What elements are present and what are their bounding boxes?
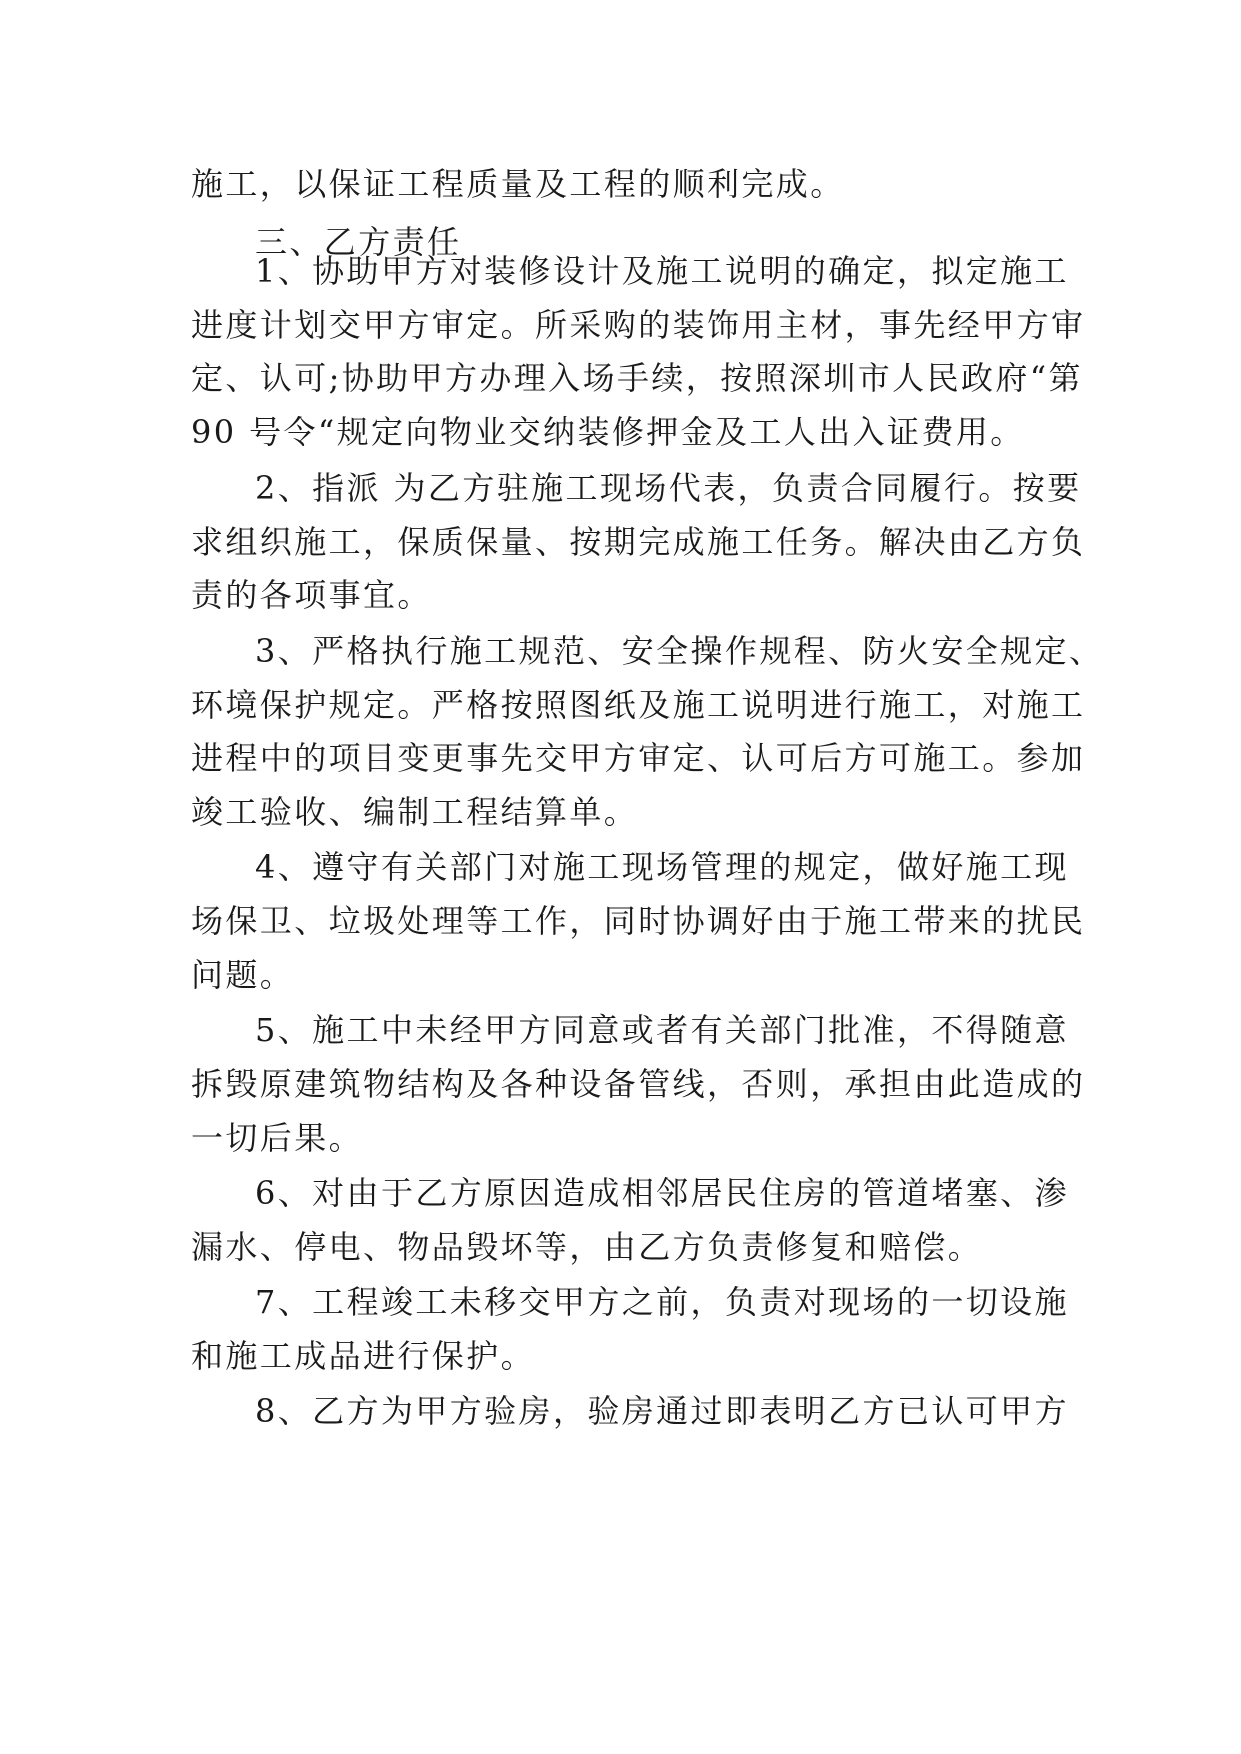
text-line: 90 号令“规定向物业交纳装修押金及工人出入证费用。 [191, 413, 1025, 451]
text-line: 竣工验收、编制工程结算单。 [191, 793, 639, 831]
text-line: 和施工成品进行保护。 [191, 1337, 536, 1375]
text-line: 2、指派 为乙方驻施工现场代表，负责合同履行。按要 [255, 469, 1082, 507]
text-line: 一切后果。 [191, 1119, 364, 1157]
text-line: 问题。 [191, 956, 295, 994]
text-line: 拆毁原建筑物结构及各种设备管线，否则，承担由此造成的 [191, 1065, 1086, 1103]
text-line: 环境保护规定。严格按照图纸及施工说明进行施工，对施工 [191, 686, 1086, 724]
text-line: 施工，以保证工程质量及工程的顺利完成。 [191, 165, 845, 203]
text-line: 8、乙方为甲方验房，验房通过即表明乙方已认可甲方 [255, 1392, 1069, 1430]
text-line: 求组织施工，保质保量、按期完成施工任务。解决由乙方负 [191, 523, 1086, 561]
text-line: 6、对由于乙方原因造成相邻居民住房的管道堵塞、渗 [255, 1174, 1069, 1212]
text-line: 3、严格执行施工规范、安全操作规程、防火安全规定、 [255, 632, 1104, 670]
text-line: 进度计划交甲方审定。所采购的装饰用主材，事先经甲方审 [191, 306, 1086, 344]
text-line: 1、协助甲方对装修设计及施工说明的确定，拟定施工 [255, 252, 1069, 290]
text-line: 定、认可;协助甲方办理入场手续，按照深圳市人民政府“第 [191, 359, 1083, 397]
text-line: 5、施工中未经甲方同意或者有关部门批准，不得随意 [255, 1011, 1069, 1049]
text-line: 进程中的项目变更事先交甲方审定、认可后方可施工。参加 [191, 739, 1086, 777]
text-line: 7、工程竣工未移交甲方之前，负责对现场的一切设施 [255, 1283, 1069, 1321]
text-line: 漏水、停电、物品毁坏等，由乙方负责修复和赔偿。 [191, 1228, 983, 1266]
text-line: 责的各项事宜。 [191, 576, 432, 614]
section-heading: 三、乙方责任 [255, 223, 462, 261]
text-line: 4、遵守有关部门对施工现场管理的规定，做好施工现 [255, 848, 1069, 886]
text-line: 场保卫、垃圾处理等工作，同时协调好由于施工带来的扰民 [191, 902, 1086, 940]
